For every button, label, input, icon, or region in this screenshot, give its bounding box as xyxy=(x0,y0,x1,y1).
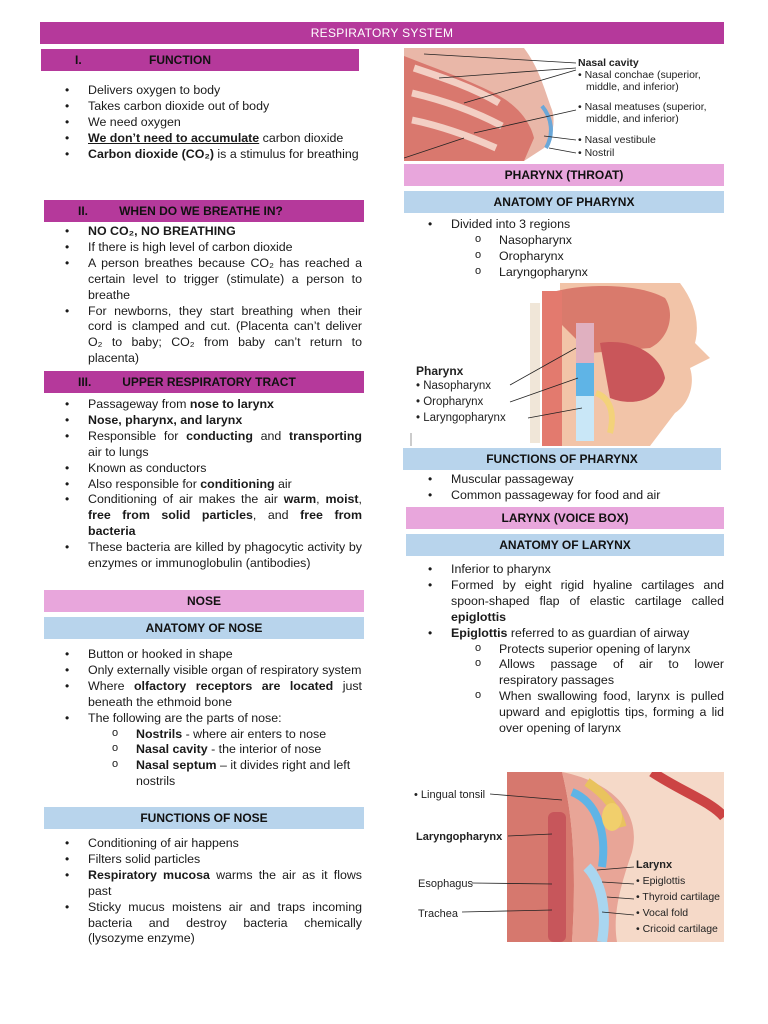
list-item: • Common passageway for food and air xyxy=(404,488,724,504)
list-item: • These bacteria are killed by phagocytic activity by enzymes or immunoglobulin (antibodies) xyxy=(41,540,362,572)
section-title: FUNCTION xyxy=(149,53,211,67)
label-nasal-meatuses-2: middle, and inferior) xyxy=(586,113,679,125)
label-lingual-tonsil: • Lingual tonsil xyxy=(414,789,486,801)
item-text: warms the air as it flows past xyxy=(88,867,362,898)
bold-text: Nasal cavity xyxy=(136,742,208,757)
larynx-header: LARYNX (VOICE BOX) xyxy=(406,507,724,529)
anatomy-larynx-header: ANATOMY OF LARYNX xyxy=(406,534,724,556)
label-epiglottis: • Epiglottis xyxy=(636,875,686,887)
bold-text: moist xyxy=(325,492,359,507)
list-item: • Inferior to pharynx xyxy=(404,562,724,578)
list-item xyxy=(41,413,362,429)
section-function-header xyxy=(41,49,359,71)
urt-list xyxy=(41,397,362,572)
functions-pharynx-header: FUNCTIONS OF PHARYNX xyxy=(403,448,721,470)
label-nasal-cavity: Nasal cavity xyxy=(578,57,639,69)
anatomy-nose-list xyxy=(41,647,362,790)
item-text: – it divides right and left nostrils xyxy=(136,758,351,789)
item-text: - where air enters to nose xyxy=(182,726,327,741)
pharynx-illustration xyxy=(410,283,720,446)
nose-header: NOSE xyxy=(44,590,364,612)
bold-text: olfactory receptors are located xyxy=(133,678,334,693)
list-item: • Known as conductors xyxy=(41,461,362,477)
list-item: • If there is high level of carbon dioxide xyxy=(41,240,362,256)
list-item xyxy=(41,477,362,493)
list-item xyxy=(41,224,362,240)
label-nasal-vestibule: • Nasal vestibule xyxy=(578,134,656,146)
item-text: Passageway from xyxy=(88,397,190,411)
list-item: • Button or hooked in shape xyxy=(41,647,362,663)
item-text: air xyxy=(274,476,292,491)
list-item: • For newborns, they start breathing when their cord is clamped and cut. (Placenta can’t deliver O₂ to baby; CO₂ from baby can’t return to placenta) xyxy=(41,304,362,368)
label-nasal-meatuses: • Nasal meatuses (superior, xyxy=(578,101,707,113)
item-text: , xyxy=(316,492,326,507)
bold-text: transporting xyxy=(289,428,362,443)
item-text: Conditioning of air makes the air xyxy=(88,492,284,507)
list-item xyxy=(41,397,362,413)
label-oropharynx: • Oropharynx xyxy=(416,396,484,408)
list-item: • Takes carbon dioxide out of body xyxy=(41,99,362,115)
item-text: is a stimulus for breathing xyxy=(213,146,359,161)
list-item: • A person breathes because CO₂ has reached a certain level to trigger (stimulate) a person to breathe xyxy=(41,256,362,304)
functions-pharynx-list xyxy=(404,472,724,504)
list-item: • Divided into 3 regions xyxy=(404,217,724,233)
list-item: • Muscular passageway xyxy=(404,472,724,488)
list-item xyxy=(41,492,362,540)
item-text: air to lungs xyxy=(88,444,149,459)
page-title: RESPIRATORY SYSTEM xyxy=(40,22,724,44)
nasal-cavity-figure xyxy=(404,48,724,161)
list-item xyxy=(41,147,362,163)
section-urt-header xyxy=(44,371,364,393)
item-text: just beneath the ethmoid bone xyxy=(88,678,362,709)
bold-text: conducting xyxy=(186,428,253,443)
item-text: Also responsible for xyxy=(88,476,201,491)
label-nasopharynx: • Nasopharynx xyxy=(416,380,491,392)
label-laryngopharynx: Laryngopharynx xyxy=(416,831,503,843)
larynx-figure xyxy=(412,772,724,942)
label-thyroid-cartilage: • Thyroid cartilage xyxy=(636,891,721,903)
sub-list-item: o Protects superior opening of larynx xyxy=(404,642,724,658)
item-text: , and xyxy=(252,508,301,523)
functions-nose-header: FUNCTIONS OF NOSE xyxy=(44,807,364,829)
label-nostril: • Nostril xyxy=(578,147,615,159)
label-vocal-fold: • Vocal fold xyxy=(636,907,689,919)
item-text: Where xyxy=(88,678,134,693)
function-list xyxy=(41,83,362,163)
sub-list-item xyxy=(41,727,362,743)
bold-text: Nostrils xyxy=(136,726,183,741)
bold-text: Carbon dioxide (CO₂) xyxy=(88,146,214,161)
list-item xyxy=(41,131,362,147)
section-number: II. xyxy=(78,204,89,218)
anatomy-nose-header: ANATOMY OF NOSE xyxy=(44,617,364,639)
bold-text: Epiglottis xyxy=(451,625,508,640)
label-larynx: Larynx xyxy=(636,859,673,871)
list-item xyxy=(404,626,724,642)
list-item: • Filters solid particles xyxy=(41,852,362,868)
breathe-list xyxy=(41,224,362,367)
bold-text: nose to larynx xyxy=(189,397,274,411)
item-text: referred to as guardian of airway xyxy=(507,625,690,640)
list-item: • We need oxygen xyxy=(41,115,362,131)
bold-text: warm xyxy=(283,492,317,507)
section-number: I. xyxy=(75,53,82,67)
list-item: • Only externally visible organ of respiratory system xyxy=(41,663,362,679)
nasal-cavity-illustration xyxy=(404,48,724,161)
sub-list-item: o Oropharynx xyxy=(404,249,724,265)
sub-list-item xyxy=(41,742,362,758)
bold-text: conditioning xyxy=(200,476,275,491)
anatomy-pharynx-header: ANATOMY OF PHARYNX xyxy=(404,191,724,213)
list-item: • The following are the parts of nose: xyxy=(41,711,362,727)
section-breathe-header xyxy=(44,200,364,222)
larynx-list xyxy=(404,562,724,737)
sub-list-item: o Allows passage of air to lower respiratory passages xyxy=(404,657,724,689)
item-text: and xyxy=(252,428,290,443)
bold-text: NO CO₂, NO BREATHING xyxy=(88,224,236,238)
bold-text: epiglottis xyxy=(451,609,507,624)
list-item xyxy=(41,429,362,461)
item-text: Responsible for xyxy=(88,428,187,443)
functions-nose-list xyxy=(41,836,362,947)
pharynx-header: PHARYNX (THROAT) xyxy=(404,164,724,186)
bold-text: Respiratory mucosa xyxy=(88,867,210,882)
list-item: • Delivers oxygen to body xyxy=(41,83,362,99)
label-pharynx: Pharynx xyxy=(416,364,464,378)
list-item: • Sticky mucus moistens air and traps incoming bacteria and destroy bacteria chemically (lysozyme enzyme) xyxy=(41,900,362,948)
sub-list-item: o When swallowing food, larynx is pulled upward and epiglottis tips, forming a lid over opening of larynx xyxy=(404,689,724,737)
larynx-illustration xyxy=(412,772,724,942)
item-text: Formed by eight rigid hyaline cartilages and spoon-shaped flap of elastic cartilage called xyxy=(451,577,724,608)
label-esophagus: Esophagus xyxy=(418,878,474,890)
sub-list-item: o Nasopharynx xyxy=(404,233,724,249)
label-trachea: Trachea xyxy=(418,908,458,920)
list-item: • Conditioning of air happens xyxy=(41,836,362,852)
label-cricoid-cartilage: • Cricoid cartilage xyxy=(636,923,718,935)
bold-text: free from bacteria xyxy=(88,508,362,539)
item-text: , xyxy=(358,492,362,507)
section-title: UPPER RESPIRATORY TRACT xyxy=(122,375,296,389)
label-nasal-conchae-2: middle, and inferior) xyxy=(586,81,679,93)
section-title: WHEN DO WE BREATHE IN? xyxy=(119,204,283,218)
sub-list-item: o Laryngopharynx xyxy=(404,265,724,281)
bold-text: Nose, pharynx, and larynx xyxy=(88,412,243,427)
list-item xyxy=(41,679,362,711)
pharynx-regions-list xyxy=(404,217,724,281)
list-item xyxy=(41,868,362,900)
label-laryngopharynx: • Laryngopharynx xyxy=(416,412,506,424)
bold-text: Nasal septum xyxy=(136,758,217,773)
pharynx-figure xyxy=(410,283,720,446)
section-number: III. xyxy=(78,375,92,389)
sub-list-item xyxy=(41,758,362,790)
label-nasal-conchae: • Nasal conchae (superior, xyxy=(578,69,701,81)
item-text: carbon dioxide xyxy=(259,130,344,145)
bold-text: free from solid particles xyxy=(88,508,253,523)
list-item xyxy=(404,578,724,626)
item-text: - the interior of nose xyxy=(207,742,322,757)
underlined-text: We don’t need to accumulate xyxy=(88,130,260,145)
